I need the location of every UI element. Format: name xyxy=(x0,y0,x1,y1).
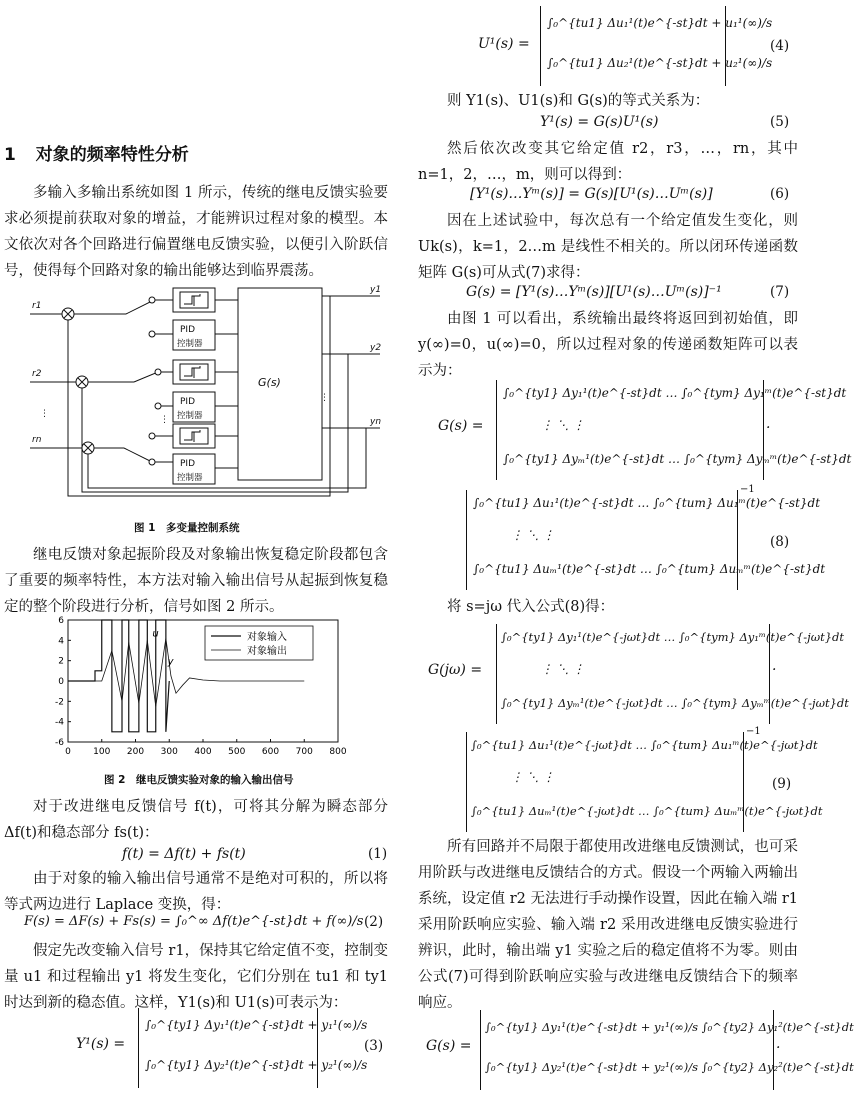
y-tick-label: -6 xyxy=(55,738,64,748)
x-tick-label: 700 xyxy=(295,747,313,757)
legend-label-2: 对象输出 xyxy=(247,646,287,657)
output-label-y2: y2 xyxy=(370,343,382,353)
figure-2-caption: 图 2 继电反馈实验对象的输入输出信号 xyxy=(104,774,294,786)
equation-1: f(t) = Δf(t) + fs(t) xyxy=(122,846,246,862)
figure-1-caption: 图 1 多变量控制系统 xyxy=(134,522,240,534)
paragraph-initial-values: 由图 1 可以看出，系统输出最终将返回到初始值，即 y(∞)=0，u(∞)=0，所以过程对象的传递函数矩阵可以表示为： xyxy=(418,311,798,379)
equation-9-y-row-2: ⋮ ⋱ ⋮ xyxy=(541,662,585,676)
equation-9-y-row-3: ∫₀^{ty1} Δyₘ¹(t)e^{-jωt}dt … ∫₀^{tym} Δyₘᵐ(t)e^{-jωt}dt xyxy=(501,696,849,710)
paragraph-substitute: 将 s=jω 代入公式(8)得： xyxy=(447,599,615,615)
section-number: 1 xyxy=(4,145,16,165)
equation-8-y-row-2: ⋮ ⋱ ⋮ xyxy=(541,418,585,432)
equation-8-inverse: −1 xyxy=(740,484,755,495)
y-tick-label: -2 xyxy=(55,697,64,708)
equation-8-dot: · xyxy=(766,420,771,436)
equation-8-y-row-1: ∫₀^{ty1} Δy₁¹(t)e^{-st}dt … ∫₀^{tym} Δy₁ᵐ(t)e^{-st}dt xyxy=(503,386,847,400)
equation-3-number: (3) xyxy=(364,1038,384,1054)
pid-label-2: PID xyxy=(180,397,196,407)
pid-sub-3: 控制器 xyxy=(177,473,203,483)
equation-8-u-row-2: ⋮ ⋱ ⋮ xyxy=(511,528,555,542)
equation-6: [Y¹(s)…Yᵐ(s)] = G(s)[U¹(s)…Uᵐ(s)] xyxy=(470,186,713,202)
paragraph-relay: 继电反馈对象起振阶段及对象输出恢复稳定阶段都包含了重要的频率特性，本方法对输入输出信号从起振到恢复稳定的整个阶段进行分析，信号如图 2 所示。 xyxy=(4,547,388,615)
equation-8-u-row-1: ∫₀^{tu1} Δu₁¹(t)e^{-st}dt … ∫₀^{tum} Δu₁ᵐ(t)e^{-st}dt xyxy=(473,496,821,510)
paragraph-independence: 因在上述试验中，每次总有一个给定值发生变化，则 Uk(s)，k=1，2…m 是线性不相关的。所以闭环传递函数矩阵 G(s)可从式(7)求得： xyxy=(418,213,798,281)
y-tick-label: 2 xyxy=(58,656,64,667)
y-tick-label: 4 xyxy=(58,636,64,647)
curve-label-u: u xyxy=(152,628,159,640)
input-label-r1: r1 xyxy=(32,301,42,311)
x-tick-label: 500 xyxy=(228,747,246,757)
equation-9-u-row-3: ∫₀^{tu1} Δuₘ¹(t)e^{-jωt}dt … ∫₀^{tum} Δuₘᵐ(t)e^{-jωt}dt xyxy=(471,804,823,818)
equation-9-u-row-1: ∫₀^{tu1} Δu₁¹(t)e^{-jωt}dt … ∫₀^{tum} Δu₁ᵐ(t)e^{-jωt}dt xyxy=(471,738,818,752)
equation-9-inverse: −1 xyxy=(746,726,761,737)
dots-right: ⋮ xyxy=(320,393,329,403)
equation-2: F(s) = ΔF(s) + Fs(s) = ∫₀^∞ Δf(t)e^{-st}dt + f(∞)/s xyxy=(24,914,364,929)
x-tick-label: 400 xyxy=(194,747,212,757)
output-label-yn: yn xyxy=(370,417,382,427)
equation-10-dot: · xyxy=(776,1040,781,1056)
equation-9-u-matrix xyxy=(466,732,823,832)
dots-left: ⋮ xyxy=(40,409,49,419)
paragraph-combined: 所有回路并不局限于都使用改进继电反馈测试，也可采用阶跃与改进继电反馈结合的方式。假设一个两输入两输出系统，设定值 r2 无法进行手动操作设置，因此在输入端 r1 采用阶跃响应实验、输入端 r2 采用改进继电反馈实验进行辨识，此时，输出端 y1 实验之后的稳定值将不为零。则由公式(7)可得到阶跃响应实验与改进继电反馈结合下的频率响应。 xyxy=(418,839,798,1011)
equation-10-lhs: G(s) = xyxy=(426,1038,472,1054)
equation-9-y-matrix xyxy=(496,624,849,724)
equation-1-number: (1) xyxy=(368,846,388,862)
equation-9-y-row-1: ∫₀^{ty1} Δy₁¹(t)e^{-jωt}dt … ∫₀^{tym} Δy₁ᵐ(t)e^{-jωt}dt xyxy=(501,630,845,644)
equation-4-row-2: ∫₀^{tu1} Δu₂¹(t)e^{-st}dt + u₂¹(∞)/s xyxy=(547,56,773,70)
paragraph-intro: 多输入多输出系统如图 1 所示，传统的继电反馈实验要求必须提前获取对象的增益，才能辨识过程对象的模型。本文依次对各个回路进行偏置继电反馈实验，以便引入阶跃信号，使得每个回路对象的输出能够达到临界震荡。 xyxy=(4,185,388,279)
paragraph-laplace: 由于对象的输入输出信号通常不是绝对可积的，所以将等式两边进行 Laplace 变换，得： xyxy=(4,871,388,913)
paragraph-assume: 假定先改变输入信号 r1，保持其它给定值不变，控制变量 u1 和过程输出 y1 将发生变化，它们分别在 tu1 和 ty1 时达到新的稳态值。这样，Y1(s)和 U1(s)可表示为： xyxy=(4,943,388,1011)
equation-3-matrix xyxy=(138,1008,368,1088)
paragraph-relation: 则 Y1(s)、U1(s)和 G(s)的等式关系为： xyxy=(447,93,710,109)
pid-label-3: PID xyxy=(180,459,196,469)
equation-5: Y¹(s) = G(s)U¹(s) xyxy=(540,114,659,130)
paragraph-decompose: 对于改进继电反馈信号 f(t)，可将其分解为瞬态部分 Δf(t)和稳态部分 fs(t)： xyxy=(4,799,388,841)
plant-label: G(s) xyxy=(258,376,281,389)
y-tick-label: -4 xyxy=(55,717,64,728)
output-label-y1: y1 xyxy=(370,285,382,295)
equation-8-number: (8) xyxy=(770,534,790,550)
equation-2-number: (2) xyxy=(364,914,384,930)
figure-1-diagram xyxy=(30,276,390,512)
equation-4-lhs: U¹(s) = xyxy=(478,36,530,52)
pid-sub-2: 控制器 xyxy=(177,411,203,421)
equation-4-number: (4) xyxy=(770,38,790,54)
equation-10-row-1: ∫₀^{ty1} Δy₁¹(t)e^{-st}dt + y₁¹(∞)/s ∫₀^{ty2} Δy₁²(t)e^{-st}dt xyxy=(485,1020,854,1034)
x-tick-label: 300 xyxy=(160,747,178,757)
paragraph-change-setpoints: 然后依次改变其它给定值 r2，r3，…，rn，其中 n=1，2，…，m，则可以得到： xyxy=(418,141,798,183)
input-label-r2: r2 xyxy=(32,369,42,379)
y-tick-label: 0 xyxy=(58,677,64,687)
x-tick-label: 100 xyxy=(93,747,111,757)
equation-8-y-matrix xyxy=(496,380,852,480)
equation-8-lhs: G(s) = xyxy=(438,418,484,434)
dots-mid: ⋮ xyxy=(160,415,169,425)
equation-9-dot: · xyxy=(772,662,777,678)
x-tick-label: 200 xyxy=(126,747,145,757)
x-tick-label: 600 xyxy=(261,747,280,757)
equation-8-u-matrix xyxy=(466,490,826,590)
curve-label-y: y xyxy=(167,656,174,668)
input-label-rn: rn xyxy=(32,435,42,445)
equation-3-row-1: ∫₀^{ty1} Δy₁¹(t)e^{-st}dt + y₁¹(∞)/s xyxy=(145,1018,368,1032)
y-tick-label: 6 xyxy=(58,616,64,626)
equation-10-matrix xyxy=(480,1010,854,1090)
figure-2-chart xyxy=(40,616,350,764)
x-tick-label: 800 xyxy=(329,747,347,757)
equation-3-row-2: ∫₀^{ty1} Δy₂¹(t)e^{-st}dt + y₂¹(∞)/s xyxy=(145,1058,368,1072)
legend-label-1: 对象输入 xyxy=(247,632,287,643)
section-heading xyxy=(4,140,189,165)
equation-9-number: (9) xyxy=(772,776,792,792)
equation-7: G(s) = [Y¹(s)…Yᵐ(s)][U¹(s)…Uᵐ(s)]⁻¹ xyxy=(466,284,722,300)
equation-6-number: (6) xyxy=(770,186,790,202)
equation-7-number: (7) xyxy=(770,284,790,300)
equation-3-lhs: Y¹(s) = xyxy=(76,1036,126,1052)
pid-label-1: PID xyxy=(180,325,196,335)
equation-9-lhs: G(jω) = xyxy=(428,662,483,678)
equation-4-row-1: ∫₀^{tu1} Δu₁¹(t)e^{-st}dt + u₁¹(∞)/s xyxy=(547,16,773,30)
equation-10-row-2: ∫₀^{ty1} Δy₂¹(t)e^{-st}dt + y₂¹(∞)/s ∫₀^{ty2} Δy₂²(t)e^{-st}dt xyxy=(485,1060,854,1074)
equation-9-u-row-2: ⋮ ⋱ ⋮ xyxy=(511,770,555,784)
equation-8-u-row-3: ∫₀^{tu1} Δuₘ¹(t)e^{-st}dt … ∫₀^{tum} Δuₘᵐ(t)e^{-st}dt xyxy=(473,562,826,576)
pid-sub-1: 控制器 xyxy=(177,339,203,349)
equation-8-y-row-3: ∫₀^{ty1} Δyₘ¹(t)e^{-st}dt … ∫₀^{tym} Δyₘᵐ(t)e^{-st}dt xyxy=(503,452,852,466)
x-tick-label: 0 xyxy=(65,747,71,757)
equation-4-matrix xyxy=(540,6,773,86)
equation-5-number: (5) xyxy=(770,114,790,130)
section-title: 对象的频率特性分析 xyxy=(35,145,189,165)
